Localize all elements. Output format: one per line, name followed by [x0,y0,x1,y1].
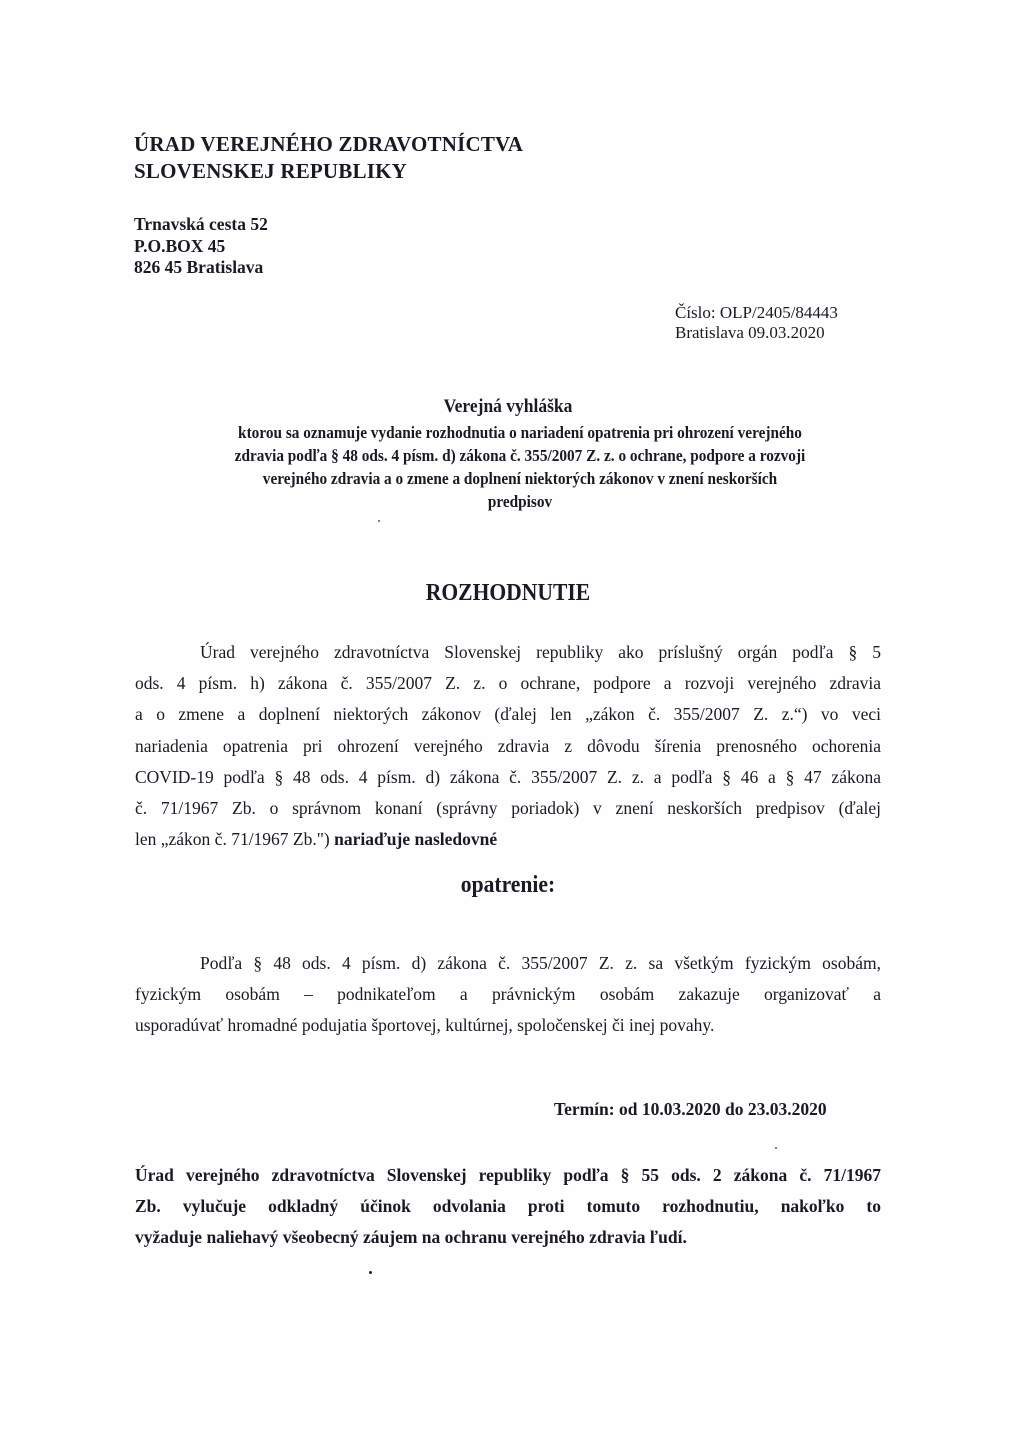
decision-line-last [135,824,881,855]
decision-line-text: len „zákon č. 71/1967 Zb.") [135,829,335,850]
measure-paragraph [135,948,881,1041]
decision-orders-phrase: nariaďuje nasledovné [334,829,498,850]
place-and-date: Bratislava 09.03.2020 [675,323,825,342]
decision-title: ROZHODNUTIE [425,580,591,606]
notice-subtitle-line: predpisov [487,492,553,511]
suspension-line: Úrad verejného zdravotníctva Slovenskej republiky podľa § 55 ods. 2 zákona č. 71/1967 [135,1165,881,1185]
address-pobox: P.O.BOX 45 [134,235,226,256]
decision-line: a o zmene a doplnení niektorých zákonov (ďalej len „zákon č. 355/2007 Z. z.“) vo veci [135,704,881,725]
decision-line: Úrad verejného zdravotníctva Slovenskej republiky ako príslušný orgán podľa § 5 [200,642,881,662]
measure-title: opatrenie: [460,872,556,898]
organization-name-line: ÚRAD VEREJNÉHO ZDRAVOTNÍCTVA [134,132,524,156]
notice-subtitle-line: ktorou sa oznamuje vydanie rozhodnutia o nariadení opatrenia pri ohrození verejného [238,423,802,442]
scan-speck [775,1147,777,1149]
reference-block [675,303,838,343]
suspension-paragraph [135,1160,881,1253]
notice-subtitle-line: verejného zdravia a o zmene a doplnení niektorých zákonov v znení neskorších [262,469,778,488]
scan-speck [369,1271,372,1274]
measure-line: fyzickým osobám – podnikateľom a právnickým osobám zakazuje organizovať a [135,984,881,1004]
measure-line: Podľa § 48 ods. 4 písm. d) zákona č. 355/2007 Z. z. sa všetkým fyzickým osobám, [200,953,881,973]
decision-line: nariadenia opatrenia pri ohrození verejného zdravia z dôvodu šírenia prenosného ochorenia [135,735,881,756]
organization-address [134,214,268,279]
scan-speck [378,520,380,522]
address-street: Trnavská cesta 52 [134,214,268,234]
suspension-line: vyžaduje naliehavý všeobecný záujem na ochranu verejného zdravia ľudí. [135,1227,687,1247]
decision-line: COVID-19 podľa § 48 ods. 4 písm. d) zákona č. 355/2007 Z. z. a podľa § 46 a § 47 zákona [135,766,881,787]
address-city: 826 45 Bratislava [134,257,264,277]
decision-paragraph [135,637,881,855]
suspension-line: Zb. vylučuje odkladný účinok odvolania proti tomuto rozhodnutiu, nakoľko to [135,1196,881,1216]
reference-number: Číslo: OLP/2405/84443 [675,303,838,322]
organization-name-line: SLOVENSKEJ REPUBLIKY [134,159,407,183]
decision-line: č. 71/1967 Zb. o správnom konaní (správny poriadok) v znení neskorších predpisov (ďalej [135,798,881,819]
organization-name [134,131,523,185]
notice-title: Verejná vyhláška [443,396,573,417]
notice-subtitle-line: zdravia podľa § 48 ods. 4 písm. d) zákona č. 355/2007 Z. z. o ochrane, podpore a rozvoji [234,446,806,465]
decision-line: ods. 4 písm. h) zákona č. 355/2007 Z. z. o ochrane, podpore a rozvoji verejného zdravia [135,673,881,694]
notice-subtitle [130,421,910,513]
measure-line: usporadúvať hromadné podujatia športovej, kultúrnej, spoločenskej či inej povahy. [135,1015,715,1035]
measure-term: Termín: od 10.03.2020 do 23.03.2020 [554,1099,827,1119]
